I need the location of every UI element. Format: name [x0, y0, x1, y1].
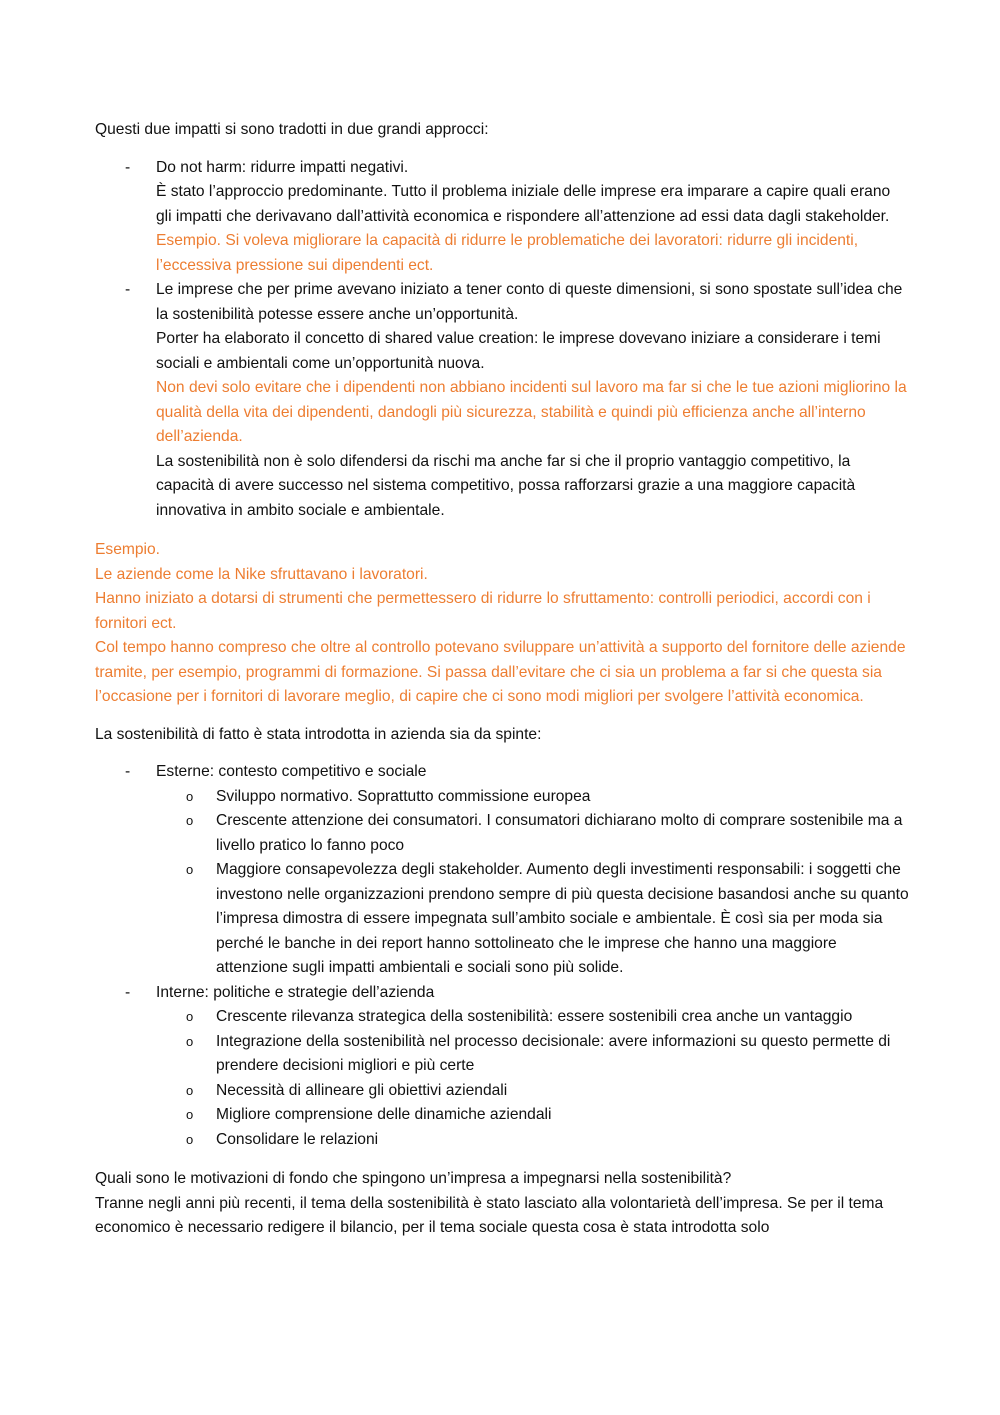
sublist-item: [156, 809, 910, 858]
sublist-item-text: Migliore comprensione delle dinamiche aziendali: [216, 1106, 552, 1123]
sublist-item-text: Crescente attenzione dei consumatori. I consumatori dichiarano molto di comprare sostenibile ma a livello pratico lo fanno poco: [216, 812, 903, 854]
sublist-item: [156, 858, 910, 981]
circle-bullet: o: [186, 1082, 194, 1098]
approach-item-do-not-harm: [95, 156, 910, 279]
circle-bullet: o: [186, 813, 194, 828]
sublist-item: [156, 1030, 910, 1079]
intro-paragraph: Questi due impatti si sono tradotti in due grandi approcci:: [95, 121, 489, 138]
approach-item-shared-value: [95, 278, 910, 523]
nike-example-block: [95, 538, 910, 710]
approaches-list: [95, 156, 910, 524]
dash-bullet: -: [125, 158, 131, 176]
circle-bullet: o: [186, 1033, 194, 1049]
sublist-item-text: Necessità di allineare gli obiettivi aziendali: [216, 1081, 508, 1099]
approach-example: Non devi solo evitare che i dipendenti non abbiano incidenti sul lavoro ma far si che le tue azioni migliorino la qualità della vita dei dipendenti, dandogli più sicurezza, stabilità e quindi più efficienza anche all’interno dell’azienda.: [156, 379, 907, 445]
circle-bullet: o: [186, 1009, 194, 1024]
sublist-item-text: Integrazione della sostenibilità nel processo decisionale: avere informazioni su questo permette di prendere decisioni migliori e più certe: [216, 1032, 891, 1074]
document-page: [95, 118, 910, 1241]
sublist-item-text: Maggiore consapevolezza degli stakeholder. Aumento degli investimenti responsabili: i soggetti che investono nelle organizzazioni prendono sempre di più questa decisione basandosi anche su quanto l’impresa dimostra di essere impegnata sull’ambito sociale e ambientale. È così sia per moda sia perché le banche in dei report hanno sottolineato che le imprese che hanno una maggiore attenzione sugli impatti ambientali e sociali sono più solide.: [216, 861, 909, 976]
example-line-2: Hanno iniziato a dotarsi di strumenti che permettessero di ridurre lo sfruttamento: controlli periodici, accordi con i fornitori ect.: [95, 590, 871, 632]
driver-title: Interne: politiche e strategie dell’azienda: [156, 983, 435, 1001]
approach-title: Do not harm: ridurre impatti negativi.: [156, 158, 409, 176]
sublist-item: [156, 785, 910, 810]
approach-text: È stato l’approccio predominante. Tutto il problema iniziale delle imprese era imparare a capire quali erano gli impatti che derivavano dall’attività economica e rispondere all’attenzione ad essi data dagli stakeholder.: [156, 183, 891, 225]
circle-bullet: o: [186, 1131, 194, 1147]
driver-item-internal: [95, 981, 910, 1153]
approach-title: Le imprese che per prime avevano iniziato a tener conto di queste dimensioni, si sono spostate sull’idea che la sostenibilità potesse essere anche un’opportunità.: [156, 281, 903, 323]
sublist-item: [156, 1103, 910, 1128]
driver-item-external: [95, 760, 910, 981]
approach-text-2: La sostenibilità non è solo difendersi da rischi ma anche far si che il proprio vantaggio competitivo, la capacità di avere successo nel sistema competitivo, possa rafforzarsi grazie a una maggiore capacità innovativa in ambito sociale e ambientale.: [156, 452, 856, 519]
circle-bullet: o: [186, 862, 194, 877]
internal-drivers-sublist: [156, 1005, 910, 1152]
external-drivers-sublist: [156, 785, 910, 981]
drivers-list: [95, 760, 910, 1152]
sublist-item: [156, 1128, 910, 1153]
approach-text: Porter ha elaborato il concetto di shared value creation: le imprese dovevano iniziare a considerare i temi sociali e ambientali come un’opportunità nuova.: [156, 330, 881, 372]
example-heading: Esempio.: [95, 541, 161, 558]
sublist-item-text: Sviluppo normativo. Soprattutto commissione europea: [216, 787, 591, 805]
dash-bullet: -: [125, 983, 131, 1001]
sublist-item-text: Consolidare le relazioni: [216, 1130, 379, 1148]
question-line: Quali sono le motivazioni di fondo che spingono un’impresa a impegnarsi nella sostenibilità?: [95, 1170, 732, 1187]
driver-title: Esterne: contesto competitivo e sociale: [156, 763, 427, 780]
approach-example: Esempio. Si voleva migliorare la capacità di ridurre le problematiche dei lavoratori: ridurre gli incidenti, l’eccessiva pressione sui dipendenti ect.: [156, 232, 859, 274]
circle-bullet: o: [186, 1107, 194, 1122]
drivers-intro-paragraph: La sostenibilità di fatto è stata introdotta in azienda sia da spinte:: [95, 725, 542, 743]
sublist-item-text: Crescente rilevanza strategica della sostenibilità: essere sostenibili crea anche un vantaggio: [216, 1008, 853, 1025]
final-paragraph: Tranne negli anni più recenti, il tema della sostenibilità è stato lasciato alla volontarietà dell’impresa. Se per il tema economico è necessario redigere il bilancio, per il tema sociale questa cosa è stata introdotta solo: [95, 1194, 884, 1236]
dash-bullet: -: [125, 281, 131, 298]
dash-bullet: -: [125, 763, 131, 780]
sublist-item: [156, 1005, 910, 1030]
example-line-1: Le aziende come la Nike sfruttavano i lavoratori.: [95, 565, 428, 583]
circle-bullet: o: [186, 788, 194, 804]
final-block: [95, 1167, 910, 1241]
sublist-item: [156, 1079, 910, 1104]
example-line-3: Col tempo hanno compreso che oltre al controllo potevano sviluppare un’attività a supporto del fornitore delle aziende tramite, per esempio, programmi di formazione. Si passa dall’evitare che ci sia un problema a far si che questa sia l’occasione per i fornitori di lavorare meglio, di capire che ci sono modi migliori per svolgere l’attività economica.: [95, 639, 906, 705]
